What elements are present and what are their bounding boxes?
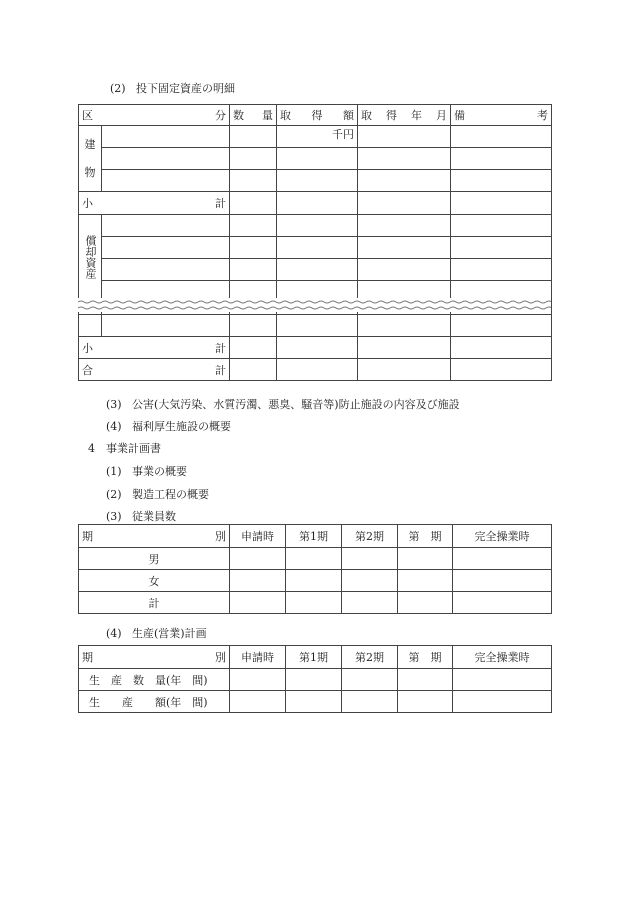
header-shutoku-gaku: 取 得 額 (277, 105, 358, 126)
col-dai2ki: 第2期 (342, 525, 398, 548)
depreciable-label-cell: 償却資産 (79, 215, 102, 315)
col-dai1ki: 第1期 (286, 646, 342, 669)
row-male: 男 (79, 548, 230, 570)
header-ki-betsu: 期 別 (79, 646, 230, 669)
col-daiki: 第 期 (398, 525, 453, 548)
col-kanzen-sogyoji: 完全操業時 (453, 646, 552, 669)
sub-3-heading: (3) 従業員数 (106, 510, 176, 523)
col-shinseiji: 申請時 (230, 525, 286, 548)
unit-label: 千円 (277, 126, 358, 148)
sub-4-heading: (4) 生産(営業)計画 (106, 627, 207, 640)
col-dai2ki: 第2期 (342, 646, 398, 669)
subtotal-depreciable: 小 計 (79, 337, 230, 359)
header-biko: 備 考 (451, 105, 552, 126)
col-dai1ki: 第1期 (286, 525, 342, 548)
section-2-heading (110, 80, 235, 96)
chapter-4-heading: 4 事業計画書 (88, 442, 161, 455)
employee-table (78, 524, 552, 614)
row-female: 女 (79, 570, 230, 592)
section-3-heading: (3) 公害(大気汚染、水質汚濁、悪臭、騒音等)防止施設の内容及び施設 (106, 398, 460, 411)
building-label-cell: 建 物 (79, 126, 102, 192)
sub-1-heading: (1) 事業の概要 (106, 465, 187, 478)
col-kanzen-sogyoji: 完全操業時 (453, 525, 552, 548)
section-4-heading: (4) 福利厚生施設の概要 (106, 420, 231, 433)
row-production-quantity: 生 産 数 量(年 間) (79, 669, 230, 691)
fixed-asset-table (78, 104, 552, 381)
production-table (78, 645, 552, 713)
subtotal-building: 小 計 (79, 192, 230, 215)
sub-2-heading: (2) 製造工程の概要 (106, 488, 209, 501)
header-kubun: 区 分 (79, 105, 230, 126)
col-shinseiji: 申請時 (230, 646, 286, 669)
header-suryo: 数 量 (230, 105, 277, 126)
col-daiki: 第 期 (398, 646, 453, 669)
row-production-amount: 生 産 額(年 間) (79, 691, 230, 713)
header-shutoku-nengetsu: 取 得 年 月 (358, 105, 451, 126)
row-total: 計 (79, 592, 230, 614)
grand-total: 合 計 (79, 359, 230, 381)
wavy-break-mark (78, 298, 551, 312)
section-number: (2) (110, 82, 126, 95)
header-ki-betsu: 期 別 (79, 525, 230, 548)
section-title: 投下固定資産の明細 (136, 82, 235, 95)
